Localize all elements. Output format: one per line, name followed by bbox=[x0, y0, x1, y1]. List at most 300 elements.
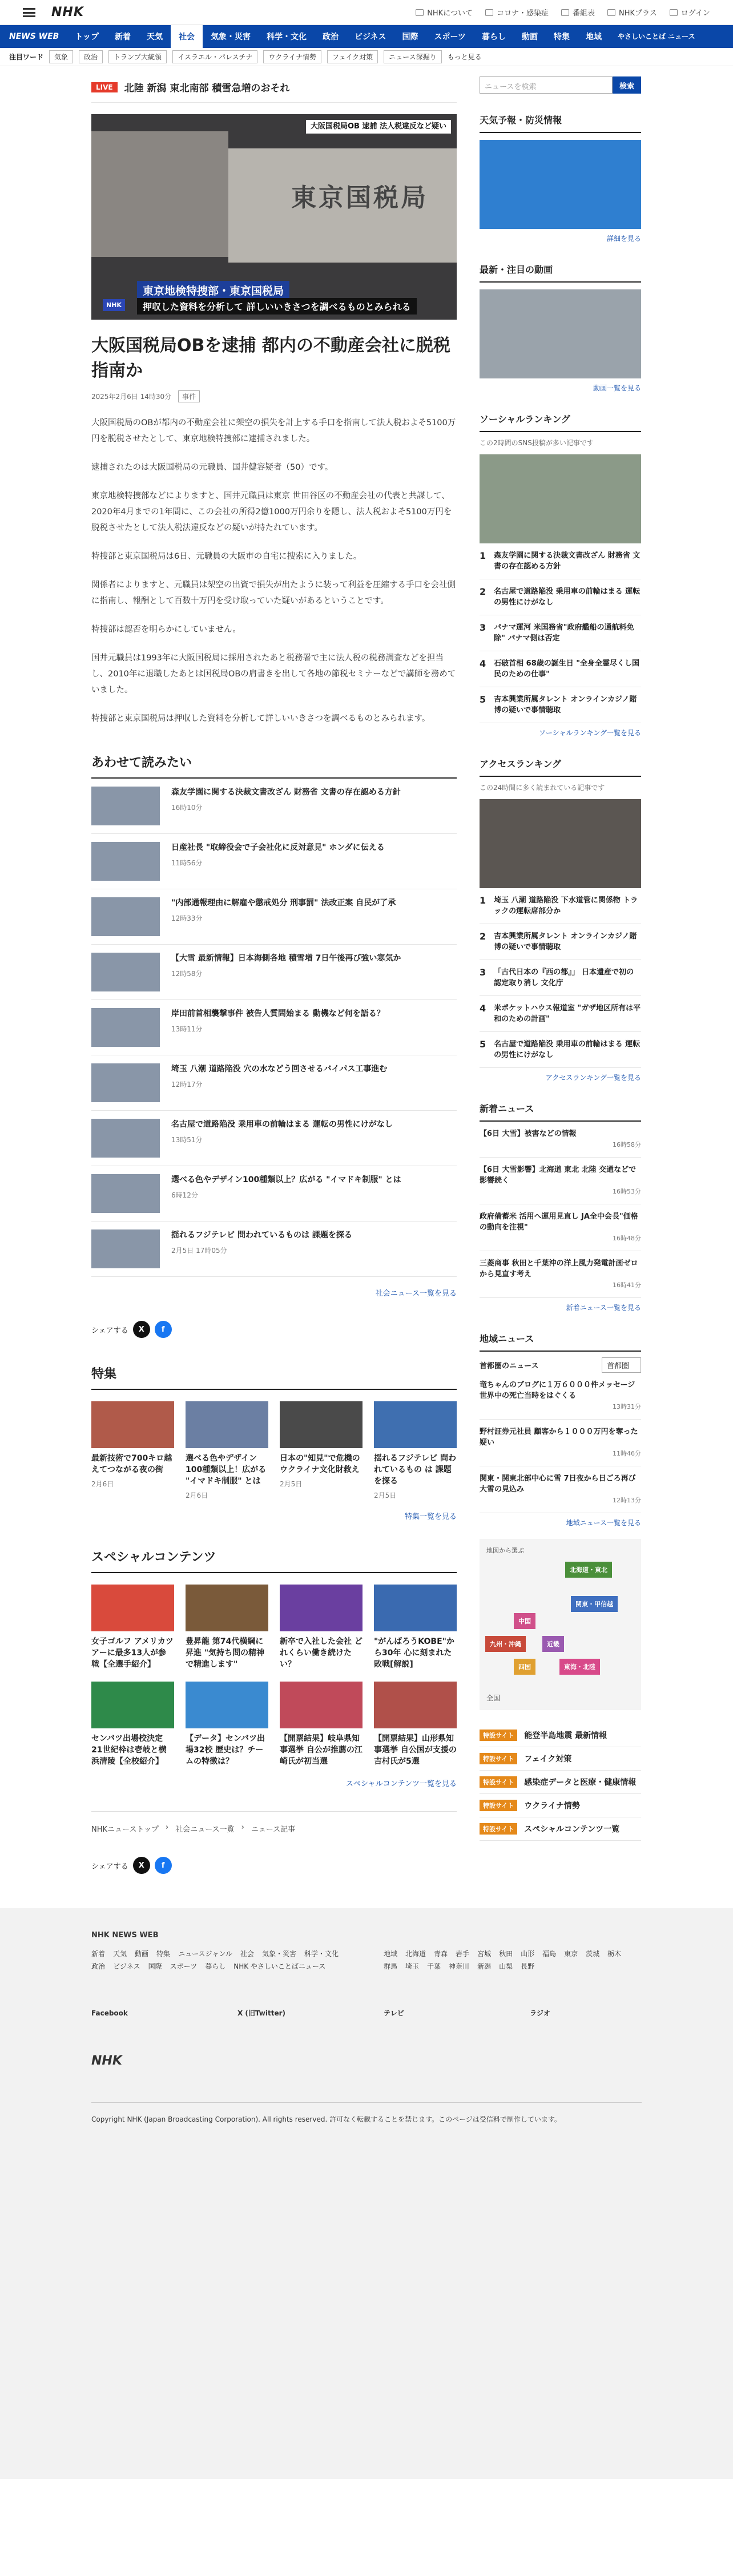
special-thumbnail bbox=[186, 1682, 268, 1728]
search-button[interactable]: 検索 bbox=[613, 76, 641, 94]
related-item[interactable] bbox=[91, 1222, 457, 1277]
news-time: 11時46分 bbox=[613, 1450, 641, 1457]
breadcrumb-item[interactable]: 社会ニュース一覧 bbox=[175, 1825, 235, 1834]
region-all[interactable]: 全国 bbox=[486, 1694, 501, 1702]
breadcrumb-item[interactable]: NHKニューストップ bbox=[91, 1825, 159, 1834]
footer-link[interactable]: NHK やさしいことばニュース bbox=[233, 1962, 326, 1970]
special-site-title: ウクライナ情勢 bbox=[524, 1801, 580, 1811]
related-title: あわせて読みたい bbox=[91, 753, 457, 779]
special-more-link[interactable]: スペシャルコンテンツ一覧を見る bbox=[345, 1780, 457, 1788]
special-thumbnail bbox=[91, 1585, 174, 1631]
article-paragraph: 東京地検特捜部などによりますと、国井元職員は東京 世田谷区の不動産会社の代表と共謀して、2020年4月までの1年間に、この会社の所得2億1000万円余りを隠し、法人税およそ5100万円を脱税させたとして法人税法違反などの疑いが持たれています。 bbox=[91, 491, 452, 533]
local-news-link[interactable]: 地域ニュース一覧を見る bbox=[566, 1519, 641, 1527]
special-title: スペシャルコンテンツ bbox=[91, 1547, 457, 1573]
local-news-header bbox=[480, 1357, 641, 1373]
related-item-title: 岸田前首相襲撃事件 被告人質問始まる 動機など何を語る？ bbox=[171, 1009, 385, 1018]
footer bbox=[0, 1908, 733, 2479]
virus-icon bbox=[485, 9, 493, 16]
footer-link[interactable]: 科学・文化 bbox=[304, 1950, 339, 1958]
ranking-item-title: 米ポケットハウス報道室 "ガザ地区所有は平和のための計画" bbox=[494, 1004, 641, 1023]
breadcrumb bbox=[91, 1811, 457, 1834]
special-site-link[interactable] bbox=[480, 1747, 641, 1771]
footer-tv[interactable]: テレビ bbox=[384, 2009, 404, 2017]
special-site-link[interactable] bbox=[480, 1771, 641, 1794]
top-link-corona[interactable]: コロナ・感染症 bbox=[485, 7, 549, 18]
access-ranking-image[interactable] bbox=[480, 799, 641, 888]
special-item-title: 女子ゴルフ アメリカツアーに最多13人が参戦【全選手紹介】 bbox=[91, 1637, 174, 1669]
hot-words-label: 注目ワード bbox=[9, 53, 44, 61]
special-thumbnail bbox=[186, 1585, 268, 1631]
footer-link[interactable]: 山梨 bbox=[499, 1962, 513, 1970]
feature-thumbnail bbox=[186, 1401, 268, 1448]
top-bar bbox=[0, 0, 733, 25]
article-date: 2025年2月6日 14時30分 bbox=[91, 393, 172, 401]
social-ranking-title: ソーシャルランキング bbox=[480, 412, 641, 432]
footer-link[interactable]: 暮らし bbox=[205, 1962, 226, 1970]
latest-news-item[interactable] bbox=[480, 1204, 641, 1251]
ranking-item-title: 「古代日本の『西の都』」 日本遺産で初の認定取り消し 文化庁 bbox=[494, 968, 634, 987]
special-card[interactable] bbox=[280, 1682, 363, 1767]
footer-link[interactable]: 宮城 bbox=[477, 1950, 492, 1958]
hero-caption-main: 東京地検特捜部・東京国税局 bbox=[137, 281, 289, 300]
ranking-item[interactable]: 4 米ポケットハウス報道室 "ガザ地区所有は平和のための計画" bbox=[480, 996, 641, 1032]
ranking-item-title: 吉本興業所属タレント オンラインカジノ賭博の疑いで事情聴取 bbox=[494, 932, 637, 952]
nav-society[interactable]: 社会 bbox=[171, 25, 203, 48]
news-time: 13時31分 bbox=[613, 1403, 641, 1410]
feature-date: 2月5日 bbox=[280, 1480, 303, 1488]
special-site-badge: 特設サイト bbox=[480, 1800, 517, 1811]
ranking-item-title: パナマ運河 米国務省"政府艦船の通航料免除" パナマ側は否定 bbox=[494, 623, 634, 643]
hot-words-bar bbox=[0, 48, 733, 66]
footer-link[interactable]: 山形 bbox=[521, 1950, 535, 1958]
article-paragraph: 大阪国税局のOBが都内の不動産会社に架空の損失を計上する手口を指南して法人税およそ5100万円を脱税させたとして、東京地検特捜部に逮捕されました。 bbox=[91, 418, 456, 444]
article-paragraph: 特捜部と東京国税局は押収した資料を分析して詳しいいきさつを調べるものとみられます。 bbox=[91, 714, 430, 723]
news-title: 野村証券元社員 顧客から１０００万円を奪った疑い bbox=[480, 1428, 638, 1447]
special-card[interactable] bbox=[91, 1585, 174, 1670]
feature-date: 2月6日 bbox=[91, 1480, 114, 1488]
footer-link[interactable]: 天気 bbox=[113, 1950, 127, 1958]
related-thumbnail bbox=[91, 1008, 160, 1047]
feature-thumbnail bbox=[280, 1401, 363, 1448]
related-item-time: 13時11分 bbox=[171, 1025, 203, 1033]
ranking-item[interactable]: 2 名古屋で道路陥没 乗用車の前輪はまる 運転の男性にけがなし bbox=[480, 579, 641, 615]
main-column bbox=[91, 76, 457, 1874]
article-paragraph: 逮捕されたのは大阪国税局の元職員、国井健容疑者（50）です。 bbox=[91, 463, 333, 472]
news-time: 16時41分 bbox=[613, 1281, 641, 1289]
share-bar bbox=[91, 1321, 457, 1338]
hot-tag[interactable]: イスラエル・パレスチナ bbox=[172, 50, 257, 63]
main-nav bbox=[0, 25, 733, 48]
footer-link[interactable]: 群馬 bbox=[384, 1962, 398, 1970]
footer-columns bbox=[91, 1948, 642, 1973]
feature-date: 2月5日 bbox=[374, 1491, 397, 1499]
special-site-link[interactable] bbox=[480, 1724, 641, 1747]
related-item-time: 16時10分 bbox=[171, 804, 203, 812]
local-news-item[interactable] bbox=[480, 1420, 641, 1466]
article-paragraph: 特捜部は認否を明らかにしていません。 bbox=[91, 625, 241, 634]
footer-link[interactable]: 千葉 bbox=[427, 1962, 441, 1970]
related-item-time: 2月5日 17時05分 bbox=[171, 1247, 227, 1255]
footer-link[interactable]: 政治 bbox=[91, 1962, 106, 1970]
ranking-item[interactable]: 3 パナマ運河 米国務省"政府艦船の通航料免除" パナマ側は否定 bbox=[480, 615, 641, 651]
related-item-title: 埼玉 八潮 道路陥没 穴の水などう回させるバイパス工事進む bbox=[171, 1065, 388, 1074]
related-thumbnail bbox=[91, 1174, 160, 1213]
feature-card[interactable] bbox=[374, 1401, 457, 1500]
region-map bbox=[480, 1539, 641, 1710]
hero-nhk-logo: NHK bbox=[103, 299, 125, 311]
related-item[interactable] bbox=[91, 834, 457, 889]
breaking-banner[interactable] bbox=[91, 76, 457, 103]
related-item-time: 13時51分 bbox=[171, 1136, 203, 1144]
special-site-badge: 特設サイト bbox=[480, 1776, 517, 1788]
special-card[interactable] bbox=[374, 1585, 457, 1670]
ranking-item-title: 埼玉 八潮 道路陥没 下水道管に関係物 トラックの運転席部分か bbox=[494, 896, 638, 916]
features-title: 特集 bbox=[91, 1364, 457, 1390]
related-item[interactable] bbox=[91, 1111, 457, 1166]
footer-link[interactable]: 特集 bbox=[156, 1950, 171, 1958]
access-ranking-link[interactable]: アクセスランキング一覧を見る bbox=[545, 1074, 641, 1082]
news-title: 三菱商事 秋田と千葉沖の洋上風力発電計画ゼロから見直す考え bbox=[480, 1259, 638, 1279]
weather-title: 天気予報・防災情報 bbox=[480, 113, 641, 133]
video-title: 最新・注目の動画 bbox=[480, 263, 641, 283]
breadcrumb-sep: › bbox=[241, 1823, 244, 1832]
special-item-title: 新卒で入社した会社 どれくらい働き続けたい？ bbox=[280, 1637, 363, 1669]
related-item-title: 森友学園に関する決裁文書改ざん 財務省 文書の存在認める方針 bbox=[171, 788, 401, 797]
special-site-title: フェイク対策 bbox=[524, 1755, 572, 1764]
special-item-title: 豊昇龍 第74代横綱に昇進 "気持ち問の精神で精進します" bbox=[186, 1637, 265, 1669]
special-card[interactable] bbox=[374, 1682, 457, 1767]
region-kyushu[interactable]: 九州・沖縄 bbox=[485, 1636, 526, 1652]
region-kanto[interactable]: 関東・甲信越 bbox=[571, 1596, 618, 1612]
features-more-link[interactable]: 特集一覧を見る bbox=[404, 1513, 457, 1521]
related-thumbnail bbox=[91, 1229, 160, 1268]
hot-tag[interactable]: 政治 bbox=[79, 50, 103, 63]
sidebar bbox=[480, 76, 641, 1874]
social-ranking-sub: この2時間のSNS投稿が多い記事です bbox=[480, 439, 594, 447]
footer-link[interactable]: 秋田 bbox=[499, 1950, 513, 1958]
special-item-title: 【データ】センバツ出場32校 歴史は？チームの特徴は？ bbox=[186, 1734, 265, 1766]
social-ranking-link[interactable]: ソーシャルランキング一覧を見る bbox=[538, 729, 641, 737]
special-item-title: 【開票結果】岐阜県知事選挙 自公が推薦の江崎氏が初当選 bbox=[280, 1734, 363, 1766]
hot-more-link[interactable]: もっと見る bbox=[447, 53, 482, 61]
top-links bbox=[416, 7, 710, 18]
article-paragraph: 国井元職員は1993年に大阪国税局に採用されたあと税務署で主に法人税の税務調査などを担当し、2010年に退職したあとは国税局OBの肩書きを出して各地の節税セミナーなどで講師を務めていました。 bbox=[91, 654, 456, 695]
special-grid bbox=[91, 1585, 457, 1767]
hero-caption-sub: 押収した資料を分析して 詳しいいきさつを調べるものとみられる bbox=[137, 298, 417, 315]
footer-link[interactable]: 福島 bbox=[542, 1950, 557, 1958]
footer-link[interactable]: 茨城 bbox=[586, 1950, 600, 1958]
content-area bbox=[0, 76, 733, 1874]
related-item[interactable] bbox=[91, 945, 457, 1000]
feature-title: 揺れるフジテレビ 問われているもの は 課題を探る bbox=[374, 1454, 457, 1486]
article-paragraph: 特捜部と東京国税局は6日、元職員の大阪市の自宅に捜索に入りました。 bbox=[91, 552, 362, 561]
facebook-share-icon[interactable]: f bbox=[155, 1857, 172, 1874]
feature-date: 2月6日 bbox=[186, 1491, 208, 1499]
footer-link[interactable]: 長野 bbox=[521, 1962, 535, 1970]
ranking-item[interactable]: 1 埼玉 八潮 道路陥没 下水道管に関係物 トラックの運転席部分か bbox=[480, 888, 641, 924]
top-link-nhk-plus[interactable]: NHKプラス bbox=[607, 7, 657, 18]
share-bar-bottom bbox=[91, 1857, 457, 1874]
special-site-link[interactable] bbox=[480, 1817, 641, 1841]
feature-title: 日本の"知見"で危機のウクライナ文化財救え bbox=[280, 1454, 360, 1474]
hot-tag[interactable]: トランプ大統領 bbox=[108, 50, 167, 63]
nav-local[interactable]: 地域 bbox=[586, 33, 602, 42]
news-time: 12時13分 bbox=[613, 1497, 641, 1504]
related-thumbnail bbox=[91, 787, 160, 825]
article-category[interactable]: 事件 bbox=[178, 390, 200, 402]
article-hero-image bbox=[91, 114, 457, 320]
special-site-badge: 特設サイト bbox=[480, 1753, 517, 1764]
related-item[interactable] bbox=[91, 1166, 457, 1222]
nav-features[interactable]: 特集 bbox=[554, 33, 570, 42]
article-paragraph: 関係者によりますと、元職員は架空の出資で損失が出たように装って利益を圧縮する手口を会社側に指南し、報酬として百数十万円を受け取っていた疑いがあるということです。 bbox=[91, 580, 456, 606]
footer-radio[interactable]: ラジオ bbox=[530, 2009, 551, 2017]
footer-social bbox=[91, 2007, 642, 2019]
ranking-item[interactable]: 4 石破首相 68歳の誕生日 "全身全霊尽くし国民のための仕事" bbox=[480, 651, 641, 687]
local-news-title: 地域ニュース bbox=[480, 1332, 641, 1352]
latest-news-item[interactable] bbox=[480, 1251, 641, 1298]
search-box bbox=[480, 76, 641, 94]
feature-card[interactable] bbox=[91, 1401, 174, 1500]
related-item[interactable] bbox=[91, 1000, 457, 1055]
top-link-login[interactable]: ログイン bbox=[670, 7, 710, 18]
latest-news-item[interactable] bbox=[480, 1122, 641, 1158]
special-thumbnail bbox=[91, 1682, 174, 1728]
special-card[interactable] bbox=[186, 1682, 268, 1767]
related-thumbnail bbox=[91, 1119, 160, 1158]
x-share-icon[interactable]: X bbox=[133, 1857, 150, 1874]
special-site-badge: 特設サイト bbox=[480, 1730, 517, 1741]
copyright: Copyright NHK (Japan Broadcasting Corporation). All rights reserved. 許可なく転載することを禁じます。このページは受信料で制作しています。 bbox=[91, 2102, 642, 2124]
menu-icon[interactable] bbox=[23, 8, 35, 17]
news-time: 16時58分 bbox=[613, 1141, 641, 1148]
related-item-time: 12時17分 bbox=[171, 1081, 203, 1089]
social-ranking-image[interactable] bbox=[480, 454, 641, 543]
x-share-icon[interactable]: X bbox=[133, 1321, 150, 1338]
footer-col-regions bbox=[384, 1948, 642, 1973]
video-link[interactable]: 動画一覧を見る bbox=[593, 384, 641, 392]
special-thumbnail bbox=[374, 1682, 457, 1728]
special-site-title: スペシャルコンテンツ一覧 bbox=[524, 1825, 620, 1834]
local-region-label: 首都圏のニュース bbox=[480, 1362, 539, 1370]
related-thumbnail bbox=[91, 842, 160, 881]
breadcrumb-sep: › bbox=[166, 1823, 169, 1832]
feature-card[interactable] bbox=[186, 1401, 268, 1500]
footer-link[interactable]: 新潟 bbox=[477, 1962, 492, 1970]
footer-link[interactable]: ビジネス bbox=[113, 1962, 140, 1970]
special-site-links bbox=[480, 1724, 641, 1841]
ranking-item[interactable]: 2 吉本興業所属タレント オンラインカジノ賭博の疑いで事情聴取 bbox=[480, 924, 641, 960]
footer-link[interactable]: 岩手 bbox=[456, 1950, 470, 1958]
weather-map[interactable] bbox=[480, 140, 641, 229]
ranking-item-title: 石破首相 68歳の誕生日 "全身全霊尽くし国民のための仕事" bbox=[494, 659, 640, 679]
local-news-item[interactable] bbox=[480, 1466, 641, 1513]
special-thumbnail bbox=[374, 1585, 457, 1631]
footer-link[interactable]: 気象・災害 bbox=[261, 1950, 296, 1958]
related-item-time: 6時12分 bbox=[171, 1191, 198, 1199]
hero-stone bbox=[91, 131, 228, 257]
related-item[interactable] bbox=[91, 779, 457, 834]
footer-link[interactable]: 地域 bbox=[384, 1950, 398, 1958]
footer-title: NHK NEWS WEB bbox=[91, 1931, 159, 1940]
facebook-share-icon[interactable]: f bbox=[155, 1321, 172, 1338]
related-list bbox=[91, 779, 457, 1277]
special-item-title: 【開票結果】山形県知事選挙 自公国が支援の吉村氏が5選 bbox=[374, 1734, 457, 1766]
footer-link[interactable]: 東京 bbox=[564, 1950, 578, 1958]
related-item-title: 名古屋で道路陥没 乗用車の前輪はまる 運転の男性にけがなし bbox=[171, 1120, 393, 1129]
nav-disaster[interactable]: 気象・災害 bbox=[210, 33, 251, 42]
nav-politics[interactable]: 政治 bbox=[322, 33, 339, 42]
region-select[interactable]: 首都圏 bbox=[602, 1357, 641, 1373]
access-ranking-title: アクセスランキング bbox=[480, 757, 641, 777]
related-item-title: 日産社長 "取締役会で子会社化に反対意見" ホンダに伝える bbox=[171, 843, 385, 852]
footer-link[interactable]: 新着 bbox=[91, 1950, 106, 1958]
info-icon bbox=[416, 9, 424, 16]
special-item-title: "がんばろうKOBE"から30年 心に刻まれた敗戦[解説] bbox=[374, 1637, 454, 1669]
related-item-title: 【大雪 最新情報】日本海側各地 積雪増 7日午後再び強い寒気か bbox=[171, 954, 401, 963]
special-card[interactable] bbox=[186, 1585, 268, 1670]
related-item-title: 選べる色やデザイン100種類以上？広がる "イマドキ制服" とは bbox=[171, 1175, 401, 1184]
special-thumbnail bbox=[280, 1682, 363, 1728]
tv-icon bbox=[561, 9, 569, 16]
top-link-tv-guide[interactable]: 番組表 bbox=[561, 7, 595, 18]
article-meta bbox=[91, 390, 457, 402]
access-ranking-sub: この24時間に多く読まれている記事です bbox=[480, 784, 605, 792]
weather-link[interactable]: 詳細を見る bbox=[606, 235, 641, 243]
breaking-text: 北陸 新潟 東北南部 積雪急増のおそれ bbox=[124, 83, 290, 94]
special-site-badge: 特設サイト bbox=[480, 1823, 517, 1835]
footer-facebook[interactable]: Facebook bbox=[91, 2009, 128, 2017]
nav-life[interactable]: 暮らし bbox=[482, 33, 506, 42]
news-title: 【6日 大雪影響】北海道 東北 北陸 交通などで影響続く bbox=[480, 1166, 637, 1185]
nav-top[interactable]: トップ bbox=[75, 33, 99, 42]
latest-news-link[interactable]: 新着ニュース一覧を見る bbox=[566, 1304, 641, 1312]
play-icon bbox=[607, 9, 615, 16]
video-thumbnail[interactable] bbox=[480, 289, 641, 378]
related-thumbnail bbox=[91, 953, 160, 991]
latest-news-item[interactable] bbox=[480, 1158, 641, 1204]
region-chugoku[interactable]: 中国 bbox=[514, 1613, 535, 1629]
search-input[interactable]: ニュースを検索 bbox=[480, 76, 613, 94]
ranking-item[interactable]: 5 名古屋で道路陥没 乗用車の前輪はまる 運転の男性にけがなし bbox=[480, 1032, 641, 1068]
related-more-link[interactable]: 社会ニュース一覧を見る bbox=[375, 1289, 457, 1298]
feature-title: 最新技術で700キロ越えてつながる夜の街 bbox=[91, 1454, 172, 1474]
hot-tag[interactable]: フェイク対策 bbox=[327, 50, 378, 63]
ranking-item-title: 名古屋で道路陥没 乗用車の前輪はまる 運転の男性にけがなし bbox=[494, 587, 641, 607]
live-badge: LIVE bbox=[91, 82, 118, 92]
news-title: 【6日 大雪】被害などの情報 bbox=[480, 1130, 577, 1138]
hot-tag[interactable]: ウクライナ情勢 bbox=[263, 50, 321, 63]
local-news-item[interactable] bbox=[480, 1373, 641, 1420]
article-body bbox=[91, 415, 457, 727]
user-icon bbox=[670, 9, 678, 16]
related-item-time: 11時56分 bbox=[171, 859, 203, 867]
ranking-item[interactable]: 1 森友学園に関する決裁文書改ざん 財務省 文書の存在認める方針 bbox=[480, 543, 641, 579]
related-item-time: 12時58分 bbox=[171, 970, 203, 978]
ranking-item-title: 名古屋で道路陥没 乗用車の前輪はまる 運転の男性にけがなし bbox=[494, 1040, 641, 1059]
related-item-title: "内部通報理由に解雇や懲戒処分 刑事罰" 法改正案 自民が了承 bbox=[171, 898, 396, 908]
special-site-title: 能登半島地震 最新情報 bbox=[524, 1731, 607, 1740]
region-hokkaido-tohoku[interactable]: 北海道・東北 bbox=[565, 1562, 612, 1578]
related-thumbnail bbox=[91, 1063, 160, 1102]
nav-sports[interactable]: スポーツ bbox=[434, 33, 466, 42]
special-item-title: センバツ出場校決定 21世紀枠は壱岐と横浜清陵【全校紹介】 bbox=[91, 1734, 167, 1766]
footer-x[interactable]: X (旧Twitter) bbox=[237, 2009, 285, 2017]
news-title: 政府備蓄米 活用へ運用見直し JA全中会長"価格の動向を注視" bbox=[480, 1212, 638, 1232]
nav-international[interactable]: 国際 bbox=[402, 33, 418, 42]
footer-nhk-logo[interactable]: NHK bbox=[91, 2054, 122, 2068]
ranking-item[interactable]: 3 「古代日本の『西の都』」 日本遺産で初の認定取り消し 文化庁 bbox=[480, 960, 641, 996]
ranking-item[interactable]: 5 吉本興業所属タレント オンラインカジノ賭博の疑いで事情聴取 bbox=[480, 687, 641, 723]
region-kinki[interactable]: 近畿 bbox=[542, 1636, 564, 1652]
special-card[interactable] bbox=[280, 1585, 363, 1670]
ranking-item-title: 森友学園に関する決裁文書改ざん 財務省 文書の存在認める方針 bbox=[494, 551, 641, 571]
related-item-title: 揺れるフジテレビ 問われているものは 課題を探る bbox=[171, 1231, 352, 1240]
region-tokai[interactable]: 東海・北陸 bbox=[559, 1659, 600, 1675]
footer-link[interactable]: スポーツ bbox=[170, 1962, 198, 1970]
related-item-time: 12時33分 bbox=[171, 914, 203, 922]
footer-link[interactable]: 国際 bbox=[148, 1962, 162, 1970]
nhk-logo[interactable]: NHK bbox=[51, 5, 84, 19]
hero-sign: 東京国税局 bbox=[291, 183, 428, 212]
footer-link[interactable]: ニュースジャンル bbox=[178, 1950, 232, 1958]
hero-top-caption: 大阪国税局OB 逮捕 法人税違反など疑い bbox=[306, 120, 451, 134]
footer-link[interactable]: 埼玉 bbox=[405, 1962, 420, 1970]
related-thumbnail bbox=[91, 897, 160, 936]
news-time: 16時53分 bbox=[613, 1188, 641, 1195]
news-title: 関東・関東北部中心に雪 7日夜から日ごろ再び大雪の見込み bbox=[480, 1474, 636, 1494]
nav-weather[interactable]: 天気 bbox=[146, 33, 163, 42]
news-time: 16時48分 bbox=[613, 1235, 641, 1242]
nav-easy-news[interactable]: やさしいことば ニュース bbox=[618, 32, 695, 41]
related-item[interactable] bbox=[91, 1055, 457, 1111]
footer-link[interactable]: 栃木 bbox=[607, 1950, 622, 1958]
features-list bbox=[91, 1401, 457, 1500]
footer-link[interactable]: 青森 bbox=[434, 1950, 448, 1958]
news-web-brand[interactable]: NEWS WEB bbox=[9, 32, 59, 41]
region-shikoku[interactable]: 四国 bbox=[514, 1659, 535, 1675]
feature-thumbnail bbox=[91, 1401, 174, 1448]
region-map-label: 地図から選ぶ bbox=[486, 1547, 524, 1554]
breadcrumb-item: ニュース記事 bbox=[251, 1825, 296, 1834]
related-item[interactable] bbox=[91, 889, 457, 945]
hot-tag[interactable]: 気象 bbox=[49, 50, 73, 63]
special-site-link[interactable] bbox=[480, 1794, 641, 1817]
nav-video[interactable]: 動画 bbox=[522, 33, 538, 42]
latest-news-title: 新着ニュース bbox=[480, 1102, 641, 1122]
footer-link[interactable]: 社会 bbox=[240, 1950, 254, 1958]
feature-title: 選べる色やデザイン100種類以上！広がる "イマドキ制服" とは bbox=[186, 1454, 267, 1486]
special-thumbnail bbox=[280, 1585, 363, 1631]
feature-thumbnail bbox=[374, 1401, 457, 1448]
footer-link[interactable]: 北海道 bbox=[405, 1950, 426, 1958]
special-site-title: 感染症データと医療・健康情報 bbox=[524, 1778, 637, 1787]
share-label: シェアする bbox=[91, 1326, 128, 1335]
special-card[interactable] bbox=[91, 1682, 174, 1767]
top-link-about[interactable]: NHKについて bbox=[416, 7, 473, 18]
news-title: 竜ちゃんのブログに１万６０００件メッセージ 世界中の死亡当時をはぐくる bbox=[480, 1381, 635, 1400]
footer-link[interactable]: 神奈川 bbox=[449, 1962, 470, 1970]
hot-tag[interactable]: ニュース深掘り bbox=[384, 50, 441, 63]
share-label: シェアする bbox=[91, 1862, 128, 1871]
nav-science[interactable]: 科学・文化 bbox=[266, 33, 307, 42]
feature-card[interactable] bbox=[280, 1401, 363, 1500]
article-title: 大阪国税局OBを逮捕 都内の不動産会社に脱税指南か bbox=[91, 336, 450, 381]
footer-link[interactable]: 動画 bbox=[135, 1950, 149, 1958]
nav-business[interactable]: ビジネス bbox=[354, 33, 386, 42]
nav-new[interactable]: 新着 bbox=[114, 33, 131, 42]
footer-col-genres bbox=[91, 1948, 349, 1973]
